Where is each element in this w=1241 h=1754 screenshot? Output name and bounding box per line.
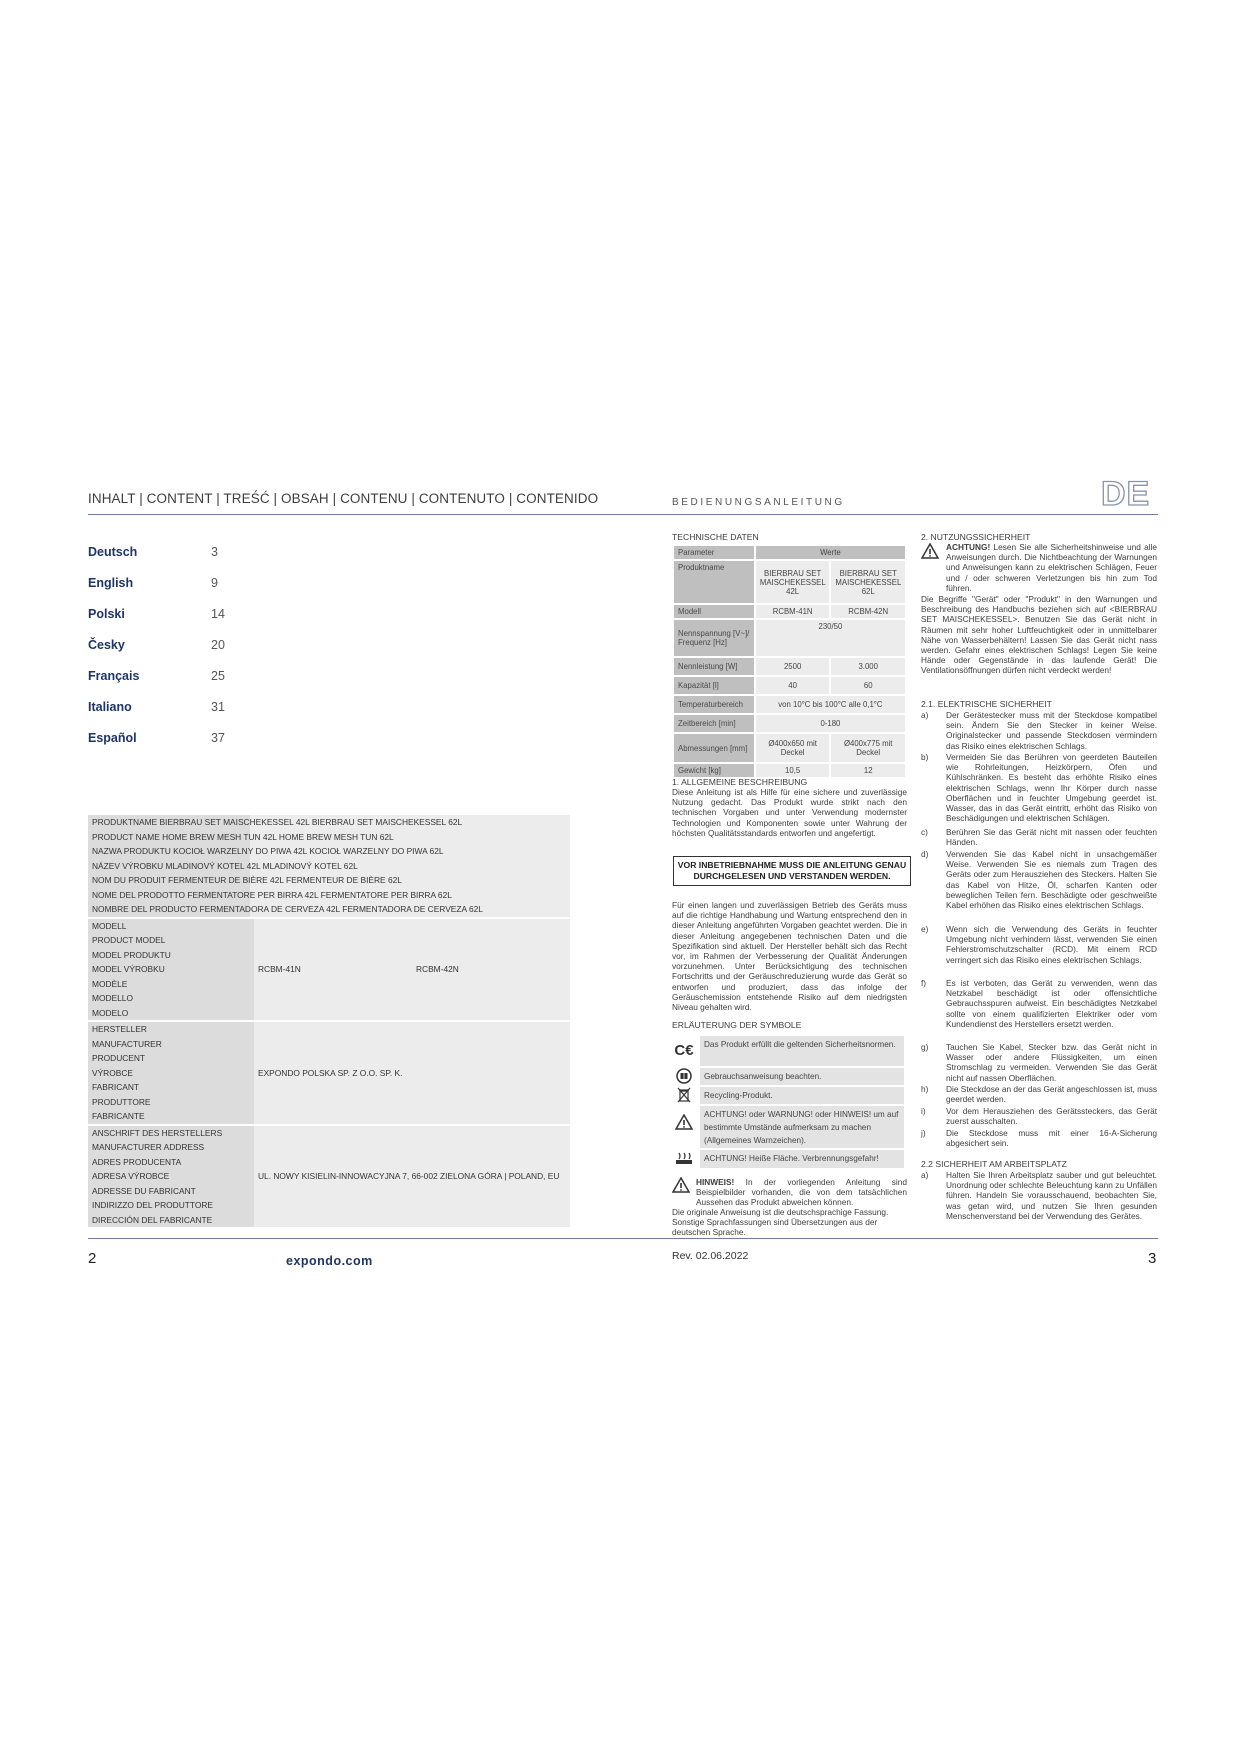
symbol-row: C€ Das Produkt erfüllt die geltenden Sicherheitsnormen. — [672, 1036, 904, 1066]
symbol-row: ACHTUNG! oder WARNUNG! oder HINWEIS! um auf bestimmte Umstände aufmerksam zu machen (Allgemeines Warnzeichen). — [672, 1106, 904, 1148]
section-2-title: 2. NUTZUNGSSICHERHEIT — [921, 532, 1031, 542]
manufacturer-row — [88, 1022, 570, 1124]
tech-data-table — [672, 544, 907, 779]
model-labels: MODELL PRODUCT MODEL MODEL PRODUKTU MODEL VÝROBKU MODÈLE MODELLO MODELO — [88, 919, 254, 1021]
product-name-line: NOM DU PRODUIT FERMENTEUR DE BIÈRE 42L FERMENTEUR DE BIÈRE 62L — [88, 873, 570, 888]
tech-row: Kapazität [l] 40 60 — [674, 677, 905, 694]
warning-triangle-icon — [921, 543, 941, 564]
ce-mark-icon: C€ — [674, 1042, 694, 1059]
product-name-line: NOMBRE DEL PRODUCTO FERMENTADORA DE CERVEZA 42L FERMENTADORA DE CERVEZA 62L — [88, 902, 570, 917]
section-2-2-title: 2.2 SICHERHEIT AM ARBEITSPLATZ — [921, 1159, 1067, 1169]
product-info-table — [88, 815, 570, 1227]
tech-row: Nennspannung [V~]/ Frequenz [Hz] 230/50 — [674, 620, 905, 656]
achtung-note: ACHTUNG! Lesen Sie alle Sicherheitshinweise und alle Anweisungen durch. Die Nichtbeachtung der Warnungen und Anweisungen kann zu elektrischen Schlägen, Feuer und / oder schweren Verletzungen bis hin zum Tod führen. — [946, 542, 1158, 593]
symbols-title: ERLÄUTERUNG DER SYMBOLE — [672, 1020, 802, 1030]
manufacturer-labels: HERSTELLER MANUFACTURER PRODUCENT VÝROBCE FABRICANT PRODUTTORE FABRICANTE — [88, 1022, 254, 1124]
section-1-title: 1. ALLGEMEINE BESCHREIBUNG — [672, 777, 808, 787]
tech-row: Temperaturbereich von 10°C bis 100°C alle 0,1°C — [674, 696, 905, 713]
product-name-line: NÁZEV VÝROBKU MLADINOVÝ KOTEL 42L MLADINOVÝ KOTEL 62L — [88, 859, 570, 874]
section-1-text: Diese Anleitung ist als Hilfe für eine sichere und zuverlässige Nutzung gedacht. Das Produkt wurde strikt nach den technischen Vorgaben und unter Verwendung modernster Technologien und Komponenten sowie unter Wahrung der höchsten Qualitätsstandards entworfen und angefertigt. — [672, 787, 907, 838]
tech-row: Abmessungen [mm] Ø400x650 mit Deckel Ø400x775 mit Deckel — [674, 734, 905, 762]
tech-row: Produktname BIERBRAU SET MAISCHEKESSEL 42L BIERBRAU SET MAISCHEKESSEL 62L — [674, 561, 905, 603]
model-value-1: RCBM-41N — [254, 919, 412, 1021]
footer-rule — [88, 1238, 1158, 1239]
tech-header-row: Parameter Werte — [674, 546, 905, 559]
hot-surface-icon — [672, 1151, 696, 1168]
tech-row: Nennleistung [W] 2500 3.000 — [674, 658, 905, 675]
read-manual-icon — [672, 1068, 696, 1087]
hinweis-note: HINWEIS! In der vorliegenden Anleitung sind Beispielbilder vorhanden, die von dem tatsächlichen Aussehen das Produkt abweichen können. — [696, 1177, 907, 1208]
product-name-line: PRODUCT NAME HOME BREW MESH TUN 42L HOME BREW MESH TUN 62L — [88, 830, 570, 845]
footer-brand[interactable]: expondo.com — [286, 1254, 373, 1268]
symbol-row: Recycling-Produkt. — [672, 1087, 904, 1104]
model-row — [88, 919, 570, 1021]
address-row — [88, 1126, 570, 1228]
right-header: BEDIENUNGSANLEITUNG — [672, 497, 845, 508]
product-name-line: NOME DEL PRODOTTO FERMENTATORE PER BIRRA 42L FERMENTATORE PER BIRRA 62L — [88, 888, 570, 903]
tech-row: Gewicht [kg] 10,5 12 — [674, 764, 905, 777]
section-1-text-2: Für einen langen und zuverlässigen Betrieb des Geräts muss auf die richtige Handhabung und Wartung entsprechend den in dieser Anleitung angeführten Vorgaben geachtet werden. Die in dieser Anleitung angegebenen technischen Daten und die Spezifikation sind aktuell. Der Hersteller behält sich das Recht vor, im Rahmen der Verbesserung der Qualität Änderungen vorzunehmen. Unter Berücksichtigung des technischen Fortschritts und der Geräuschreduzierung wurde das Gerät so entworfen und produziert, dass das infolge der Geräuschemission entstehende Risiko auf dem niedrigsten Niveau gehalten wird. — [672, 900, 907, 1013]
header-rule — [88, 514, 1158, 515]
recycle-bin-icon — [672, 1087, 696, 1106]
address-labels: ANSCHRIFT DES HERSTELLERS MANUFACTURER ADDRESS ADRES PRODUCENTA ADRESA VÝROBCE ADRESSE DU FABRICANT INDIRIZZO DEL PRODUTTORE DIRECCIÓN DEL FABRICANTE — [88, 1126, 254, 1228]
read-manual-warning-box: VOR INBETRIEBNAHME MUSS DIE ANLEITUNG GENAU DURCHGELESEN UND VERSTANDEN WERDEN. — [673, 856, 911, 886]
left-header: INHALT | CONTENT | TREŚĆ | OBSAH | CONTENU | CONTENUTO | CONTENIDO — [88, 491, 599, 506]
section-2-text: Die Begriffe "Gerät" oder "Produkt" in den Warnungen und Beschreibung des Handbuchs beziehen sich auf <BIERBRAU SET MAISCHEKESSEL>. Benutzen Sie das Gerät nicht in Räumen mit sehr hoher Luftfeuchtigkeit oder in unmittelbarer Nähe von Wasserbehältern! Lassen Sie das Gerät nicht nass werden. Gefahr eines elektrischen Schlags! Legen Sie keine Hände oder Gegenstände in das laufende Gerät! Die Ventilationsöffnungen dürfen nicht verdeckt werden! — [921, 594, 1157, 676]
product-name-line: PRODUKTNAME BIERBRAU SET MAISCHEKESSEL 42L BIERBRAU SET MAISCHEKESSEL 62L — [88, 815, 570, 830]
warning-triangle-icon — [672, 1177, 692, 1198]
revision-date: Rev. 02.06.2022 — [672, 1250, 749, 1262]
warning-triangle-icon — [672, 1114, 696, 1133]
product-name-row — [88, 815, 570, 917]
section-2-1-title: 2.1. ELEKTRISCHE SICHERHEIT — [921, 699, 1052, 709]
left-page-number: 2 — [88, 1250, 97, 1267]
tech-row: Zeitbereich [min] 0-180 — [674, 715, 905, 732]
tech-row: Modell RCBM-41N RCBM-42N — [674, 605, 905, 618]
tech-data-title: TECHNISCHE DATEN — [672, 532, 759, 542]
model-value-2: RCBM-42N — [412, 919, 570, 1021]
original-language-note: Die originale Anweisung ist die deutschsprachige Fassung. Sonstige Sprachfassungen sind Übersetzungen aus der deutschen Sprache. — [672, 1207, 889, 1238]
symbol-row: Gebrauchsanweisung beachten. — [672, 1068, 904, 1085]
right-page-number: 3 — [1148, 1250, 1157, 1267]
symbol-row: ACHTUNG! Heiße Fläche. Verbrennungsgefahr! — [672, 1150, 904, 1168]
manufacturer-value: EXPONDO POLSKA SP. Z O.O. SP. K. — [254, 1022, 570, 1124]
language-badge: DE — [1101, 475, 1151, 513]
product-name-line: NAZWA PRODUKTU KOCIOŁ WARZELNY DO PIWA 42L KOCIOŁ WARZELNY DO PIWA 62L — [88, 844, 570, 859]
address-value: UL. NOWY KISIELIN-INNOWACYJNA 7, 66-002 ZIELONA GÓRA | POLAND, EU — [254, 1126, 570, 1228]
